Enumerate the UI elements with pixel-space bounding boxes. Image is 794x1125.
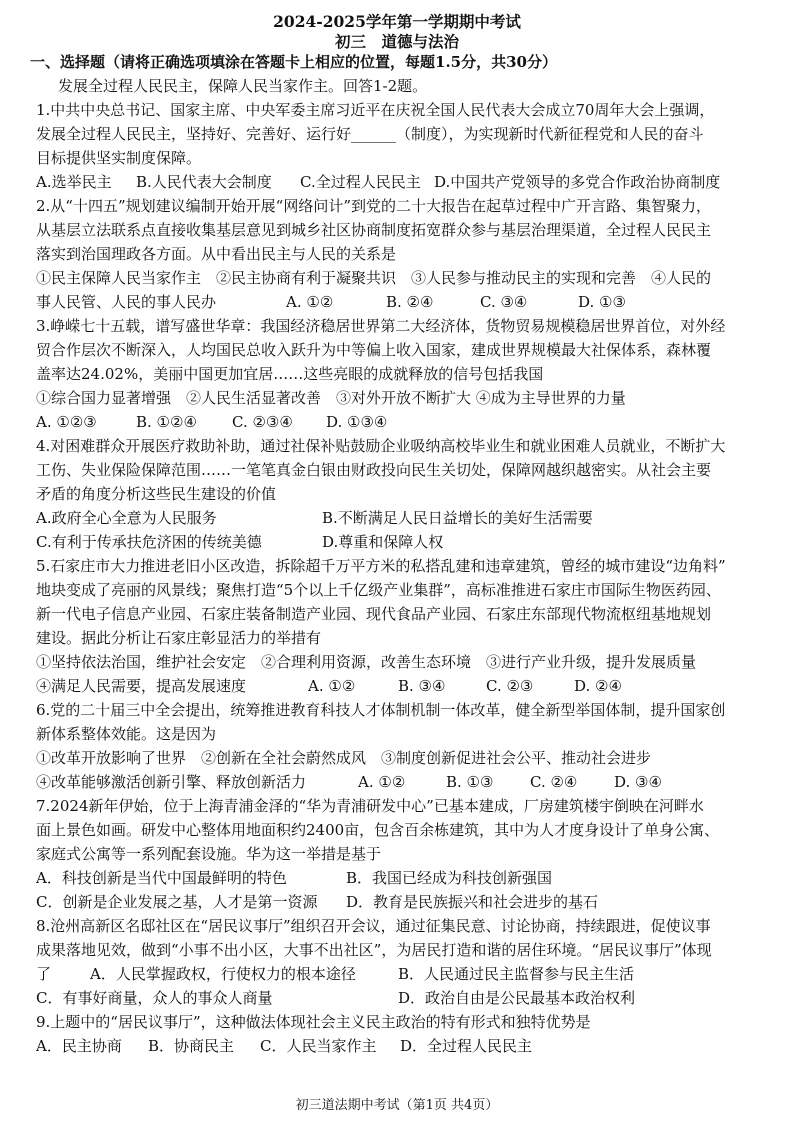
q8-option-b: B．人民通过民主监督参与民主生活 xyxy=(398,965,635,983)
q6-line4: ④改革能够激活创新引擎、释放创新活力 xyxy=(36,773,307,791)
q2-line2: 从基层立法联系点直接收集基层意见到城乡社区协商制度拓宽群众参与基层治理渠道，全过程人民民主 xyxy=(36,221,712,239)
q3-line1: 3.峥嵘七十五载，谱写盛世华章：我国经济稳居世界第二大经济体，货物贸易规模稳居世界首位，对外经 xyxy=(36,317,726,335)
q5-line1: 5.石家庄市大力推进老旧小区改造，拆除超千万平方米的私搭乱建和违章建筑，曾经的城市建设“边角料” xyxy=(36,557,726,575)
q5-option-d: D. ②④ xyxy=(574,677,622,695)
q3-line2: 贸合作层次不断深入，人均国民总收入跃升为中等偏上收入国家，建成世界规模最大社保体系，森林覆 xyxy=(36,341,712,359)
q2-option-d: D. ①③ xyxy=(578,293,626,311)
q5-line6: ④满足人民需要，提高发展速度 xyxy=(36,677,247,695)
q6-option-a: A. ①② xyxy=(358,773,406,791)
q9-option-b: B．协商民主 xyxy=(148,1037,235,1055)
q8-option-a: A．人民掌握政权，行使权力的根本途径 xyxy=(90,965,356,983)
q4-line2: 工伤、失业保险保障范围……一笔笔真金白银由财政投向民生关切处，保障网越织越密实。从社会主要 xyxy=(36,461,712,479)
q4-option-d: D.尊重和保障人权 xyxy=(322,533,444,551)
q5-option-c: C. ②③ xyxy=(486,677,534,695)
q1-line2: 发展全过程人民民主，坚持好、完善好、运行好______（制度），为实现新时代新征程党和人民的奋斗 xyxy=(36,125,704,143)
q3-option-b: B. ①②④ xyxy=(136,413,197,431)
q6-line1: 6.党的二十届三中全会提出，统筹推进教育科技人才体制机制一体改革，健全新型举国体制，提升国家创 xyxy=(36,701,726,719)
section-heading: 一、选择题（请将正确选项填涂在答题卡上相应的位置，每题1.5分，共30分） xyxy=(30,53,557,71)
q2-option-a: A. ①② xyxy=(286,293,334,311)
q7-line2: 面上景色如画。研发中心整体用地面积约2400亩，包含百余栋建筑，其中为人才度身设计了单身公寓、 xyxy=(36,821,720,839)
q3-option-d: D. ①③④ xyxy=(326,413,388,431)
q1-option-a: A.选举民主 xyxy=(36,173,112,191)
q7-line3: 家庭式公寓等一系列配套设施。华为这一举措是基于 xyxy=(36,845,382,863)
q4-option-c: C.有利于传承扶危济困的传统美德 xyxy=(36,533,262,551)
exam-subtitle: 初三 道德与法治 xyxy=(334,32,459,51)
q7-option-c: C．创新是企业发展之基，人才是第一资源 xyxy=(36,893,318,911)
q4-option-a: A.政府全心全意为人民服务 xyxy=(36,509,217,527)
q5-line3: 新一代电子信息产业园、石家庄装备制造产业园、现代食品产业园、石家庄东部现代物流枢纽基地规划 xyxy=(36,605,712,623)
q2-line3: 落实到治国理政各方面。从中看出民主与人民的关系是 xyxy=(36,245,397,263)
q5-line2: 地块变成了亮丽的风景线；聚焦打造“5个以上千亿级产业集群”，高标准推进石家庄市国际生物医药园、 xyxy=(36,581,721,599)
q2-option-c: C. ③④ xyxy=(480,293,528,311)
q6-line3: ①改革开放影响了世界 ②创新在全社会蔚然成风 ③制度创新促进社会公平、推动社会进步 xyxy=(36,749,652,767)
q2-option-b: B. ②④ xyxy=(386,293,434,311)
q2-line5: 事人民管、人民的事人民办 xyxy=(36,293,217,311)
q1-line1: 1.中共中央总书记、国家主席、中央军委主席习近平在庆祝全国人民代表大会成立70周年大会上强调， xyxy=(36,101,715,119)
q3-option-a: A. ①②③ xyxy=(36,413,97,431)
q9-option-d: D．全过程人民民主 xyxy=(400,1037,533,1055)
section-intro: 发展全过程人民民主，保障人民当家作主。回答1-2题。 xyxy=(58,77,428,95)
q5-line5: ①坚持依法治国，维护社会安定 ②合理利用资源，改善生态环境 ③进行产业升级，提升发展质量 xyxy=(36,653,697,671)
q3-line4: ①综合国力显著增强 ②人民生活显著改善 ③对外开放不断扩大 ④成为主导世界的力量 xyxy=(36,389,626,407)
page-footer: 初三道法期中考试（第1页 共4页） xyxy=(295,1098,499,1113)
q1-option-b: B.人民代表大会制度 xyxy=(136,173,272,191)
q9-line1: 9.上题中的“居民议事厅”，这种做法体现社会主义民主政治的特有形式和独特优势是 xyxy=(36,1013,591,1031)
q1-option-c: C.全过程人民民主 xyxy=(300,173,421,191)
q1-option-d: D.中国共产党领导的多党合作政治协商制度 xyxy=(434,173,721,191)
q3-option-c: C. ②③④ xyxy=(232,413,293,431)
q7-line1: 7.2024新年伊始，位于上海青浦金泽的“华为青浦研发中心”已基本建成，厂房建筑楼宇倒映在河畔水 xyxy=(36,797,704,815)
q6-option-b: B. ①③ xyxy=(446,773,494,791)
q1-line3: 目标提供坚实制度保障。 xyxy=(36,149,202,167)
q5-option-a: A. ①② xyxy=(308,677,356,695)
q8-line2: 成果落地见效，做到“小事不出小区，大事不出社区”，为居民打造和谐的居住环境。“居民议事厅”体现 xyxy=(36,941,712,959)
exam-title: 2024-2025学年第一学期期中考试 xyxy=(273,12,521,31)
q6-option-c: C. ②④ xyxy=(530,773,578,791)
q4-line1: 4.对困难群众开展医疗救助补助，通过社保补贴鼓励企业吸纳高校毕业生和就业困难人员就业，不断扩大 xyxy=(36,437,726,455)
q6-line2: 新体系整体效能。这是因为 xyxy=(36,725,217,743)
q8-line1: 8.沧州高新区名邸社区在“居民议事厅”组织召开会议，通过征集民意、讨论协商，持续跟进，促使议事 xyxy=(36,917,711,935)
q3-line3: 盖率达24.02%，美丽中国更加宜居……这些亮眼的成就释放的信号包括我国 xyxy=(36,365,544,383)
q9-option-a: A．民主协商 xyxy=(36,1037,122,1055)
q4-option-b: B.不断满足人民日益增长的美好生活需要 xyxy=(322,509,593,527)
q8-option-d: D．政治自由是公民最基本政治权利 xyxy=(398,989,636,1007)
q7-option-d: D．教育是民族振兴和社会进步的基石 xyxy=(346,893,599,911)
q8-option-c: C．有事好商量，众人的事众人商量 xyxy=(36,989,273,1007)
q8-line3: 了 xyxy=(36,965,52,983)
q4-line3: 矛盾的角度分析这些民生建设的价值 xyxy=(36,485,277,503)
q7-option-a: A．科技创新是当代中国最鲜明的特色 xyxy=(36,869,287,887)
q2-line1: 2.从“十四五”规划建议编制开始开展“网络问计”到党的二十大报告在起草过程中广开言路、集智聚力， xyxy=(36,197,711,215)
q5-line4: 建设。据此分析让石家庄彰显活力的举措有 xyxy=(36,629,322,647)
q5-option-b: B. ③④ xyxy=(398,677,446,695)
q2-line4: ①民主保障人民当家作主 ②民主协商有利于凝聚共识 ③人民参与推动民主的实现和完善 ④人民的 xyxy=(36,269,712,287)
q7-option-b: B．我国已经成为科技创新强国 xyxy=(346,869,553,887)
q6-option-d: D. ③④ xyxy=(614,773,662,791)
q9-option-c: C．人民当家作主 xyxy=(260,1037,377,1055)
